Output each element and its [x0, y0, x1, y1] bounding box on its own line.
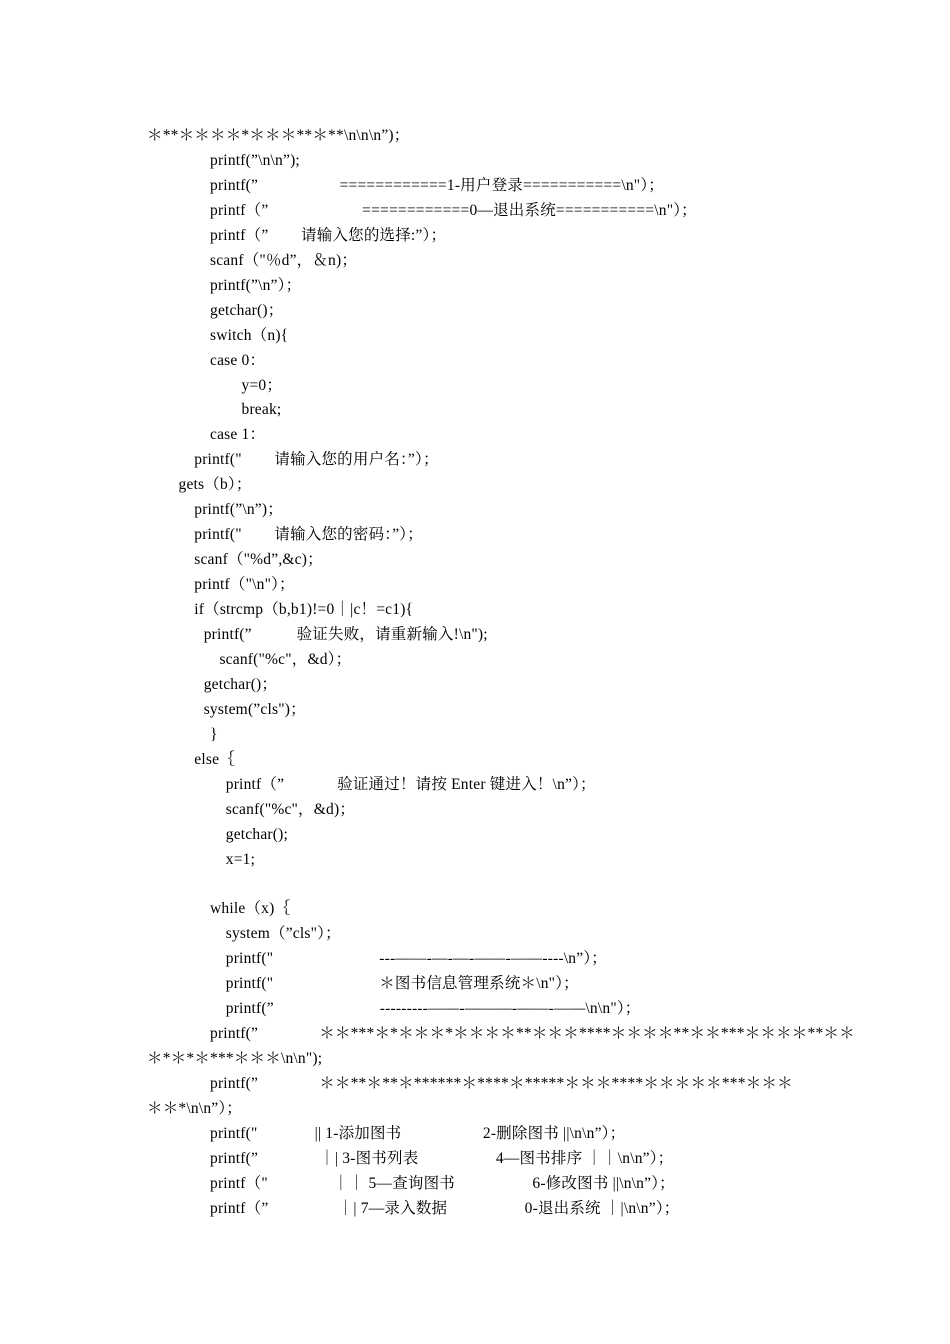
code-line: if（strcmp（b,b1)!=0｜|c！=c1){ — [194, 601, 414, 619]
code-line: getchar()； — [210, 301, 284, 319]
code-line: system（”cls"）； — [225, 925, 341, 943]
code-line: printf(” ＊＊**＊**＊******＊****＊*****＊＊＊****＊＊＊＊＊***＊＊＊ — [210, 1075, 793, 1093]
code-line: printf（” 请输入您的选择:”）； — [210, 226, 447, 244]
code-line: printf（” ============0—退出系统===========\n"）； — [210, 201, 697, 219]
code-line: printf（"\n"）； — [194, 576, 295, 594]
code-line: switch（n){ — [210, 326, 289, 344]
code-line: case 0： — [210, 351, 266, 369]
code-line: else｛ — [194, 750, 235, 768]
code-line: printf(" 请输入您的密码：”）； — [194, 526, 423, 544]
code-line: scanf("%c"，&d）； — [219, 650, 352, 668]
code-line: printf（" ｜｜ 5—查询图书 6-修改图书 ||\n\n”）； — [210, 1174, 675, 1192]
code-line: ＊**＊＊＊＊*＊＊＊**＊**\n\n\n”)； — [147, 127, 410, 144]
code-line: printf(” ============1-用户登录===========\n"）； — [210, 176, 664, 194]
code-line: printf(”\n\n”); — [210, 151, 300, 169]
code-line: getchar(); — [225, 825, 288, 843]
code-line: scanf（"％d”，＆n)； — [210, 251, 358, 269]
code-line: while（x)｛ — [210, 900, 291, 918]
code-line: printf（” 验证通过！请按 Enter 键进入！\n”）； — [225, 775, 596, 793]
code-line: getchar()； — [203, 675, 278, 693]
code-line: printf(” ＊＊***＊*＊＊＊*＊＊＊＊**＊＊＊****＊＊＊＊**＊＊***＊＊＊＊**＊＊ — [210, 1025, 855, 1043]
code-line: break; — [241, 401, 282, 419]
code-line: printf（” ｜| 7—录入数据 0-退出系统 ｜|\n\n”）； — [210, 1199, 680, 1217]
code-line: x=1; — [225, 850, 256, 868]
code-line: case 1： — [210, 426, 266, 444]
code-line: y=0； — [241, 376, 283, 394]
code-line: } — [210, 725, 218, 743]
code-line: printf(”\n”)； — [194, 501, 283, 519]
code-line: scanf("%c"，&d)； — [225, 800, 356, 818]
code-line: gets（b）； — [178, 476, 252, 494]
code-line: ＊＊*\n\n”）； — [147, 1100, 242, 1118]
code-line: printf(”\n”）； — [210, 276, 302, 294]
code-line: printf(” ---------——-———-——-——\n\n"）； — [225, 1000, 641, 1018]
code-line: system(”cls")； — [203, 700, 306, 718]
code-line: printf(" || 1-添加图书 2-删除图书 ||\n\n”）； — [210, 1125, 626, 1142]
code-line: printf(" 请输入您的用户名：”）； — [194, 451, 439, 469]
code-line: printf(" ＊图书信息管理系统＊\n"）； — [225, 975, 579, 993]
code-line: printf(” 验证失败，请重新输入!\n"); — [203, 626, 488, 643]
code-line: printf(” ｜| 3-图书列表 4—图书排序 ｜｜\n\n”）； — [210, 1149, 674, 1167]
code-line: scanf（"%d”,&c)； — [194, 551, 323, 569]
code-line: printf(" ---——-—-—-——-——----\n”）； — [225, 950, 607, 968]
code-line: ＊*＊*＊***＊＊＊\n\n"); — [147, 1050, 323, 1068]
